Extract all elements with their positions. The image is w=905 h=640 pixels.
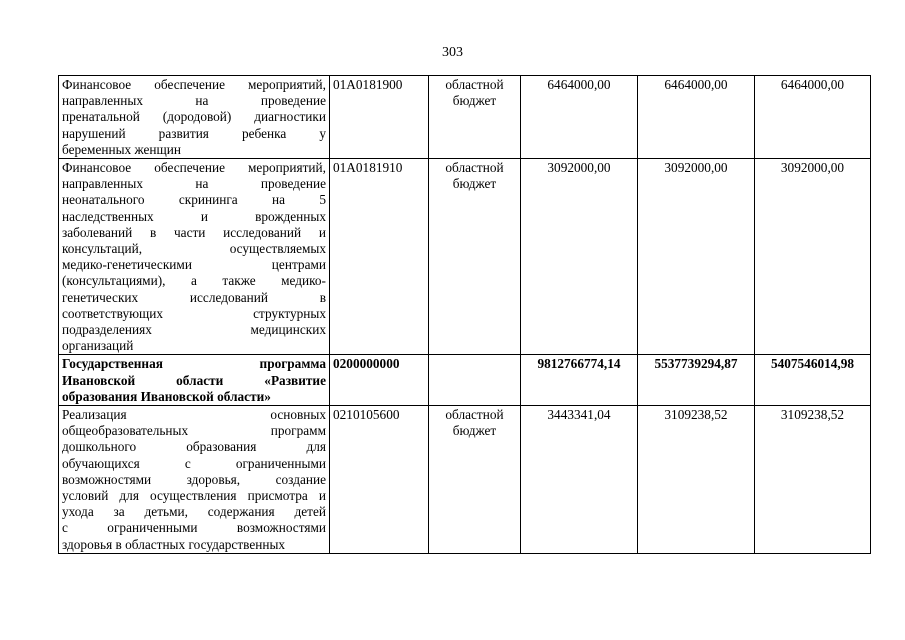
- row-name-line: неонатального скрининга на 5: [62, 192, 326, 208]
- row-value-2-cell: 6464000,00: [638, 76, 755, 159]
- row-name-cell: [59, 76, 330, 159]
- table-row: [59, 406, 871, 554]
- row-value-2-cell: 5537739294,87: [638, 355, 755, 406]
- row-code-cell: 01А0181900: [330, 76, 429, 159]
- row-name-line: здоровья в областных государственных: [62, 536, 286, 552]
- row-source-cell: областной бюджет: [429, 406, 521, 554]
- row-name-line: консультаций, осуществляемых: [62, 241, 326, 257]
- row-value-1-cell: 3443341,04: [521, 406, 638, 554]
- row-value-1-cell: 6464000,00: [521, 76, 638, 159]
- row-name-line: ухода за детьми, содержания детей: [62, 504, 326, 520]
- row-name-line: возможностями здоровья, создание: [62, 471, 326, 487]
- row-source-cell: областной бюджет: [429, 76, 521, 159]
- row-name-line: генетических исследований в: [62, 289, 326, 305]
- row-code-cell: 0210105600: [330, 406, 429, 554]
- row-name-line: нарушений развития ребенка у: [62, 125, 326, 141]
- row-name-line: Реализация основных: [62, 407, 326, 423]
- row-name-line: направленных на проведение: [62, 93, 326, 109]
- row-name-line: заболеваний в части исследований и: [62, 224, 326, 240]
- page-number: 303: [442, 45, 463, 60]
- row-source-cell: областной бюджет: [429, 159, 521, 355]
- row-value-3-cell: 3092000,00: [755, 159, 871, 355]
- table-row: [59, 159, 871, 355]
- row-name-cell: [59, 355, 330, 406]
- row-name-line: организаций: [62, 338, 134, 354]
- row-name-line: (консультациями), а также медико-: [62, 273, 326, 289]
- row-value-3-cell: 5407546014,98: [755, 355, 871, 406]
- budget-table: [58, 75, 871, 554]
- row-name-cell: [59, 406, 330, 554]
- row-source-cell: [429, 355, 521, 406]
- row-code-cell: 0200000000: [330, 355, 429, 406]
- row-value-2-cell: 3092000,00: [638, 159, 755, 355]
- row-value-1-cell: 9812766774,14: [521, 355, 638, 406]
- row-name-line: медико-генетическими центрами: [62, 257, 326, 273]
- row-name-cell: [59, 159, 330, 355]
- row-name-line: общеобразовательных программ: [62, 423, 326, 439]
- row-name-line: Государственная программа: [62, 356, 326, 372]
- row-value-3-cell: 6464000,00: [755, 76, 871, 159]
- row-name-line: беременных женщин: [62, 141, 181, 157]
- row-name-line: образования Ивановской области»: [62, 388, 271, 404]
- row-name-line: дошкольного образования для: [62, 439, 326, 455]
- row-name-line: соответствующих структурных: [62, 305, 326, 321]
- row-value-3-cell: 3109238,52: [755, 406, 871, 554]
- row-name-line: пренатальной (дородовой) диагностики: [62, 109, 326, 125]
- row-name-line: Финансовое обеспечение мероприятий,: [62, 77, 326, 92]
- row-name-line: Ивановской области «Развитие: [62, 372, 326, 388]
- row-name-line: подразделениях медицинских: [62, 322, 326, 338]
- table-row: [59, 355, 871, 406]
- row-name-line: условий для осуществления присмотра и: [62, 488, 326, 504]
- row-name-line: с ограниченными возможностями: [62, 520, 326, 536]
- row-value-2-cell: 3109238,52: [638, 406, 755, 554]
- row-value-1-cell: 3092000,00: [521, 159, 638, 355]
- row-name-line: направленных на проведение: [62, 176, 326, 192]
- row-name-line: Финансовое обеспечение мероприятий,: [62, 160, 326, 176]
- row-name-line: наследственных и врожденных: [62, 208, 326, 224]
- row-code-cell: 01А0181910: [330, 159, 429, 355]
- table-row: [59, 76, 871, 159]
- row-name-line: обучающихся с ограниченными: [62, 455, 326, 471]
